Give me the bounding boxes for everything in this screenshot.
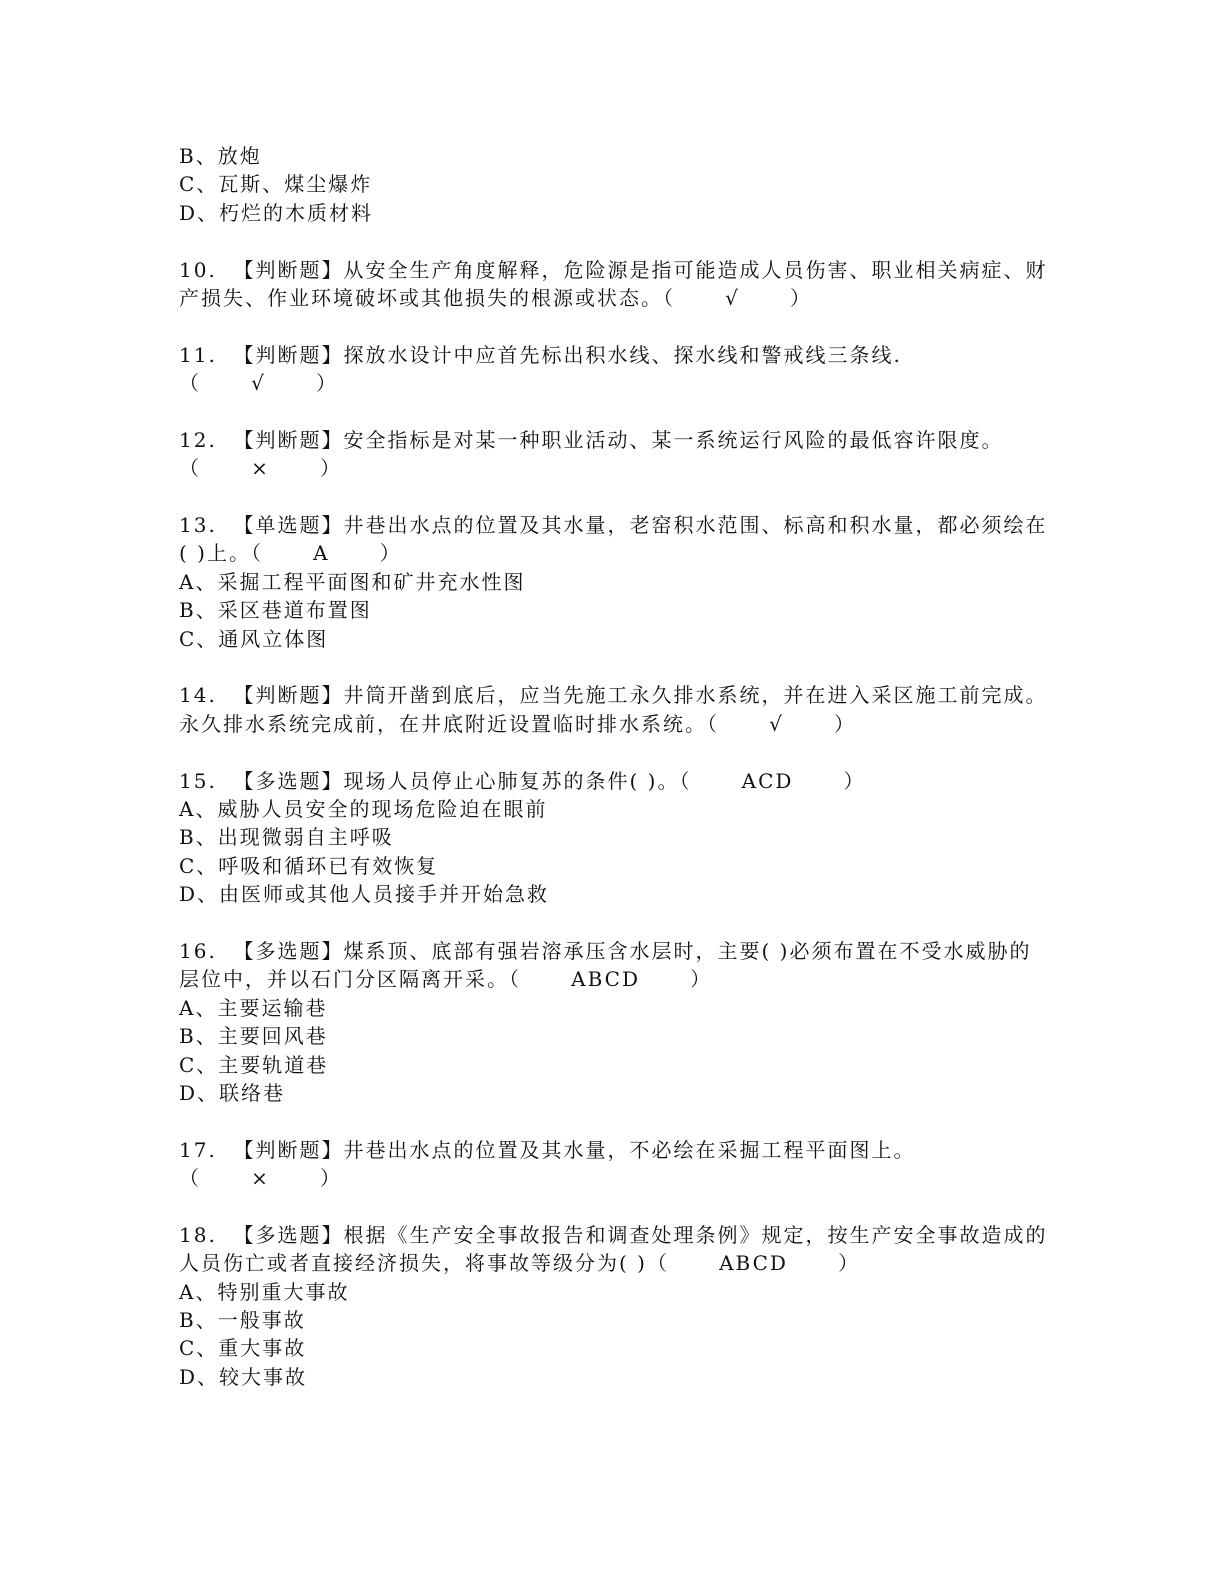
option-line: C、主要轨道巷 — [179, 1052, 329, 1077]
question-text: 13. 【单选题】井巷出水点的位置及其水量，老窑积水范围、标高和积水量，都必须绘在 — [179, 513, 1048, 538]
question-13 — [179, 511, 1059, 653]
spacer — [179, 1192, 1059, 1220]
answer-line: （ × ） — [179, 456, 343, 481]
option-line: B、出现微弱自主呼吸 — [179, 825, 394, 850]
question-text: 16. 【多选题】煤系顶、底部有强岩溶承压含水层时，主要( )必须布置在不受水威胁的 — [179, 938, 1032, 963]
spacer — [179, 909, 1059, 937]
option-line: C、瓦斯、煤尘爆炸 — [179, 172, 373, 197]
spacer — [179, 653, 1059, 681]
question-text: 17. 【判断题】井巷出水点的位置及其水量，不必绘在采掘工程平面图上。 — [179, 1137, 916, 1162]
question-text: 层位中，并以石门分区隔离开采。（ ABCD ） — [179, 967, 713, 992]
question-11 — [179, 341, 1059, 398]
answer-line: （ √ ） — [179, 371, 339, 396]
option-line: C、重大事故 — [179, 1336, 307, 1361]
option-line: B、主要回风巷 — [179, 1024, 328, 1049]
question-text: 11. 【判断题】探放水设计中应首先标出积水线、探水线和警戒线三条线. — [179, 342, 902, 367]
question-10 — [179, 256, 1059, 313]
document-page — [179, 142, 1059, 1391]
continuation-options — [179, 142, 1059, 227]
spacer — [179, 738, 1059, 766]
question-text: ( )上。（ A ） — [179, 541, 402, 566]
question-text: 人员伤亡或者直接经济损失，将事故等级分为( )（ ABCD ） — [179, 1251, 861, 1276]
option-line: B、采区巷道布置图 — [179, 598, 372, 623]
answer-line: （ × ） — [179, 1166, 343, 1191]
question-text: 12. 【判断题】安全指标是对某一种职业活动、某一系统运行风险的最低容许限度。 — [179, 427, 1004, 452]
question-12 — [179, 426, 1059, 483]
spacer — [179, 312, 1059, 340]
spacer — [179, 227, 1059, 255]
question-text: 15. 【多选题】现场人员停止心肺复苏的条件( )。（ ACD ） — [179, 768, 866, 793]
option-line: A、采掘工程平面图和矿井充水性图 — [179, 569, 526, 594]
question-15 — [179, 767, 1059, 909]
question-text: 18. 【多选题】根据《生产安全事故报告和调查处理条例》规定，按生产安全事故造成的 — [179, 1222, 1048, 1247]
question-text: 14. 【判断题】井筒开凿到底后，应当先施工永久排水系统，并在进入采区施工前完成。 — [179, 683, 1048, 708]
question-18 — [179, 1221, 1059, 1391]
question-14 — [179, 681, 1059, 738]
option-line: D、较大事故 — [179, 1364, 308, 1389]
option-line: D、朽烂的木质材料 — [179, 200, 374, 225]
question-text: 10. 【判断题】从安全生产角度解释，危险源是指可能造成人员伤害、职业相关病症、财 — [179, 257, 1048, 282]
option-line: C、通风立体图 — [179, 626, 329, 651]
question-17 — [179, 1136, 1059, 1193]
option-line: B、一般事故 — [179, 1308, 306, 1333]
question-16 — [179, 937, 1059, 1107]
spacer — [179, 1107, 1059, 1135]
spacer — [179, 483, 1059, 511]
option-line: A、特别重大事故 — [179, 1279, 350, 1304]
option-line: B、放炮 — [179, 144, 262, 168]
question-text: 产损失、作业环境破坏或其他损失的根源或状态。（ √ ） — [179, 285, 813, 310]
spacer — [179, 398, 1059, 426]
option-line: D、由医师或其他人员接手并开始急救 — [179, 882, 550, 907]
option-line: C、呼吸和循环已有效恢复 — [179, 853, 439, 878]
question-text: 永久排水系统完成前，在井底附近设置临时排水系统。（ √ ） — [179, 711, 857, 736]
option-line: A、威胁人员安全的现场危险迫在眼前 — [179, 796, 548, 821]
option-line: D、联络巷 — [179, 1080, 286, 1105]
option-line: A、主要运输巷 — [179, 995, 328, 1020]
